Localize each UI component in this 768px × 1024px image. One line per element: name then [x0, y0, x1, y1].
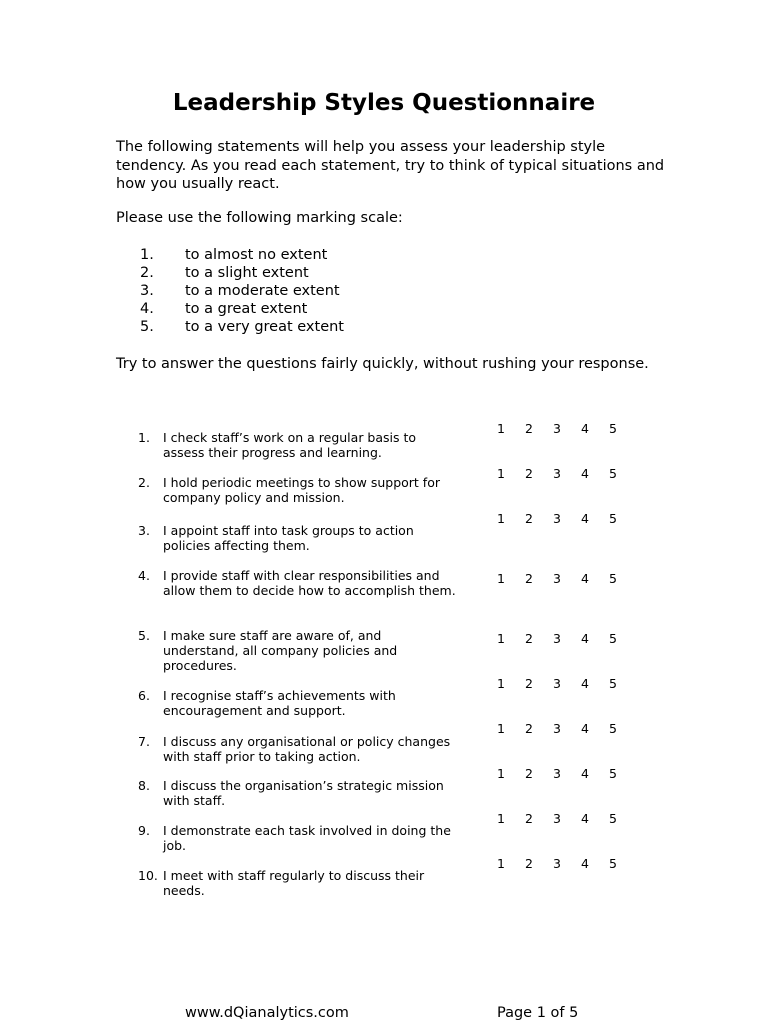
- closing-paragraph: Try to answer the questions fairly quickly, without rushing your response.: [116, 356, 649, 372]
- rating-option[interactable]: 5: [609, 421, 617, 436]
- rating-option[interactable]: 4: [581, 631, 589, 646]
- question-item: [138, 628, 458, 673]
- footer-url: www.dQianalytics.com: [185, 1005, 349, 1021]
- rating-option[interactable]: 2: [525, 856, 533, 871]
- rating-row: [497, 766, 637, 781]
- rating-option[interactable]: 5: [609, 571, 617, 586]
- rating-row: [497, 676, 637, 691]
- question-item: [138, 475, 458, 505]
- rating-option[interactable]: 1: [497, 631, 505, 646]
- question-number: 5.: [138, 628, 150, 643]
- question-number: 7.: [138, 734, 150, 749]
- question-item: [138, 523, 458, 553]
- rating-option[interactable]: 2: [525, 421, 533, 436]
- rating-option[interactable]: 4: [581, 811, 589, 826]
- scale-intro: Please use the following marking scale:: [116, 210, 403, 226]
- scale-number: 5.: [140, 319, 154, 335]
- rating-option[interactable]: 5: [609, 511, 617, 526]
- rating-option[interactable]: 3: [553, 511, 561, 526]
- question-text: I check staff’s work on a regular basis to assess their progress and learning.: [163, 430, 417, 460]
- question-number: 1.: [138, 430, 150, 445]
- question-number: 4.: [138, 568, 150, 583]
- rating-option[interactable]: 2: [525, 811, 533, 826]
- rating-option[interactable]: 4: [581, 856, 589, 871]
- rating-option[interactable]: 4: [581, 511, 589, 526]
- question-text: I hold periodic meetings to show support for company policy and mission.: [163, 475, 440, 505]
- question-item: [138, 734, 458, 764]
- rating-option[interactable]: 4: [581, 466, 589, 481]
- scale-label: to a great extent: [185, 301, 308, 317]
- rating-option[interactable]: 1: [497, 421, 505, 436]
- scale-number: 4.: [140, 301, 154, 317]
- question-text: I discuss any organisational or policy changes with staff prior to taking action.: [163, 734, 451, 764]
- question-number: 6.: [138, 688, 150, 703]
- intro-paragraph: The following statements will help you assess your leadership style tendency. As you read each statement, try to think of typical situations and how you usually react.: [116, 139, 665, 192]
- question-item: [138, 568, 458, 598]
- rating-option[interactable]: 5: [609, 466, 617, 481]
- marking-scale-list: [140, 246, 344, 336]
- rating-option[interactable]: 1: [497, 811, 505, 826]
- rating-option[interactable]: 1: [497, 856, 505, 871]
- scale-item: [140, 282, 344, 300]
- rating-option[interactable]: 3: [553, 466, 561, 481]
- rating-option[interactable]: 5: [609, 856, 617, 871]
- rating-option[interactable]: 3: [553, 571, 561, 586]
- question-text: I provide staff with clear responsibilities and allow them to decide how to accomplish them.: [163, 568, 456, 598]
- question-number: 3.: [138, 523, 150, 538]
- rating-option[interactable]: 3: [553, 676, 561, 691]
- rating-row: [497, 811, 637, 826]
- rating-option[interactable]: 2: [525, 571, 533, 586]
- question-number: 9.: [138, 823, 150, 838]
- page-title: Leadership Styles Questionnaire: [172, 90, 596, 116]
- rating-option[interactable]: 4: [581, 766, 589, 781]
- rating-option[interactable]: 3: [553, 766, 561, 781]
- question-number: 8.: [138, 778, 150, 793]
- scale-item: [140, 300, 344, 318]
- scale-item: [140, 264, 344, 282]
- rating-row: [497, 571, 637, 586]
- scale-label: to almost no extent: [185, 247, 328, 263]
- question-number: 10.: [138, 868, 158, 883]
- rating-option[interactable]: 3: [553, 811, 561, 826]
- question-item: [138, 778, 458, 808]
- rating-option[interactable]: 5: [609, 766, 617, 781]
- rating-option[interactable]: 3: [553, 721, 561, 736]
- rating-option[interactable]: 2: [525, 676, 533, 691]
- rating-option[interactable]: 1: [497, 466, 505, 481]
- rating-row: [497, 511, 637, 526]
- question-text: I appoint staff into task groups to action policies affecting them.: [163, 523, 414, 553]
- rating-option[interactable]: 2: [525, 511, 533, 526]
- rating-option[interactable]: 1: [497, 571, 505, 586]
- rating-option[interactable]: 1: [497, 721, 505, 736]
- scale-label: to a moderate extent: [185, 283, 340, 299]
- rating-option[interactable]: 4: [581, 721, 589, 736]
- question-text: I recognise staff’s achievements with encouragement and support.: [163, 688, 396, 718]
- scale-label: to a very great extent: [185, 319, 344, 335]
- rating-option[interactable]: 3: [553, 856, 561, 871]
- scale-number: 3.: [140, 283, 154, 299]
- question-text: I demonstrate each task involved in doing the job.: [163, 823, 451, 853]
- scale-number: 1.: [140, 247, 154, 263]
- question-text: I meet with staff regularly to discuss their needs.: [163, 868, 425, 898]
- scale-number: 2.: [140, 265, 154, 281]
- rating-row: [497, 631, 637, 646]
- rating-option[interactable]: 3: [553, 631, 561, 646]
- rating-option[interactable]: 5: [609, 631, 617, 646]
- rating-option[interactable]: 2: [525, 721, 533, 736]
- question-item: [138, 688, 458, 718]
- question-number: 2.: [138, 475, 150, 490]
- question-item: [138, 430, 458, 460]
- question-text: I discuss the organisation’s strategic mission with staff.: [163, 778, 444, 808]
- rating-option[interactable]: 1: [497, 511, 505, 526]
- rating-row: [497, 856, 637, 871]
- rating-option[interactable]: 4: [581, 421, 589, 436]
- scale-item: [140, 246, 344, 264]
- rating-option[interactable]: 5: [609, 676, 617, 691]
- rating-option[interactable]: 5: [609, 721, 617, 736]
- rating-option[interactable]: 1: [497, 676, 505, 691]
- question-item: [138, 868, 458, 898]
- rating-row: [497, 421, 637, 436]
- scale-label: to a slight extent: [185, 265, 309, 281]
- question-text: I make sure staff are aware of, and understand, all company policies and procedures.: [163, 628, 398, 673]
- rating-option[interactable]: 1: [497, 766, 505, 781]
- rating-option[interactable]: 2: [525, 766, 533, 781]
- rating-option[interactable]: 4: [581, 571, 589, 586]
- rating-option[interactable]: 2: [525, 466, 533, 481]
- scale-item: [140, 318, 344, 336]
- rating-option[interactable]: 3: [553, 421, 561, 436]
- rating-option[interactable]: 5: [609, 811, 617, 826]
- page-number: Page 1 of 5: [497, 1005, 579, 1021]
- rating-row: [497, 466, 637, 481]
- rating-option[interactable]: 2: [525, 631, 533, 646]
- question-item: [138, 823, 458, 853]
- rating-row: [497, 721, 637, 736]
- rating-option[interactable]: 4: [581, 676, 589, 691]
